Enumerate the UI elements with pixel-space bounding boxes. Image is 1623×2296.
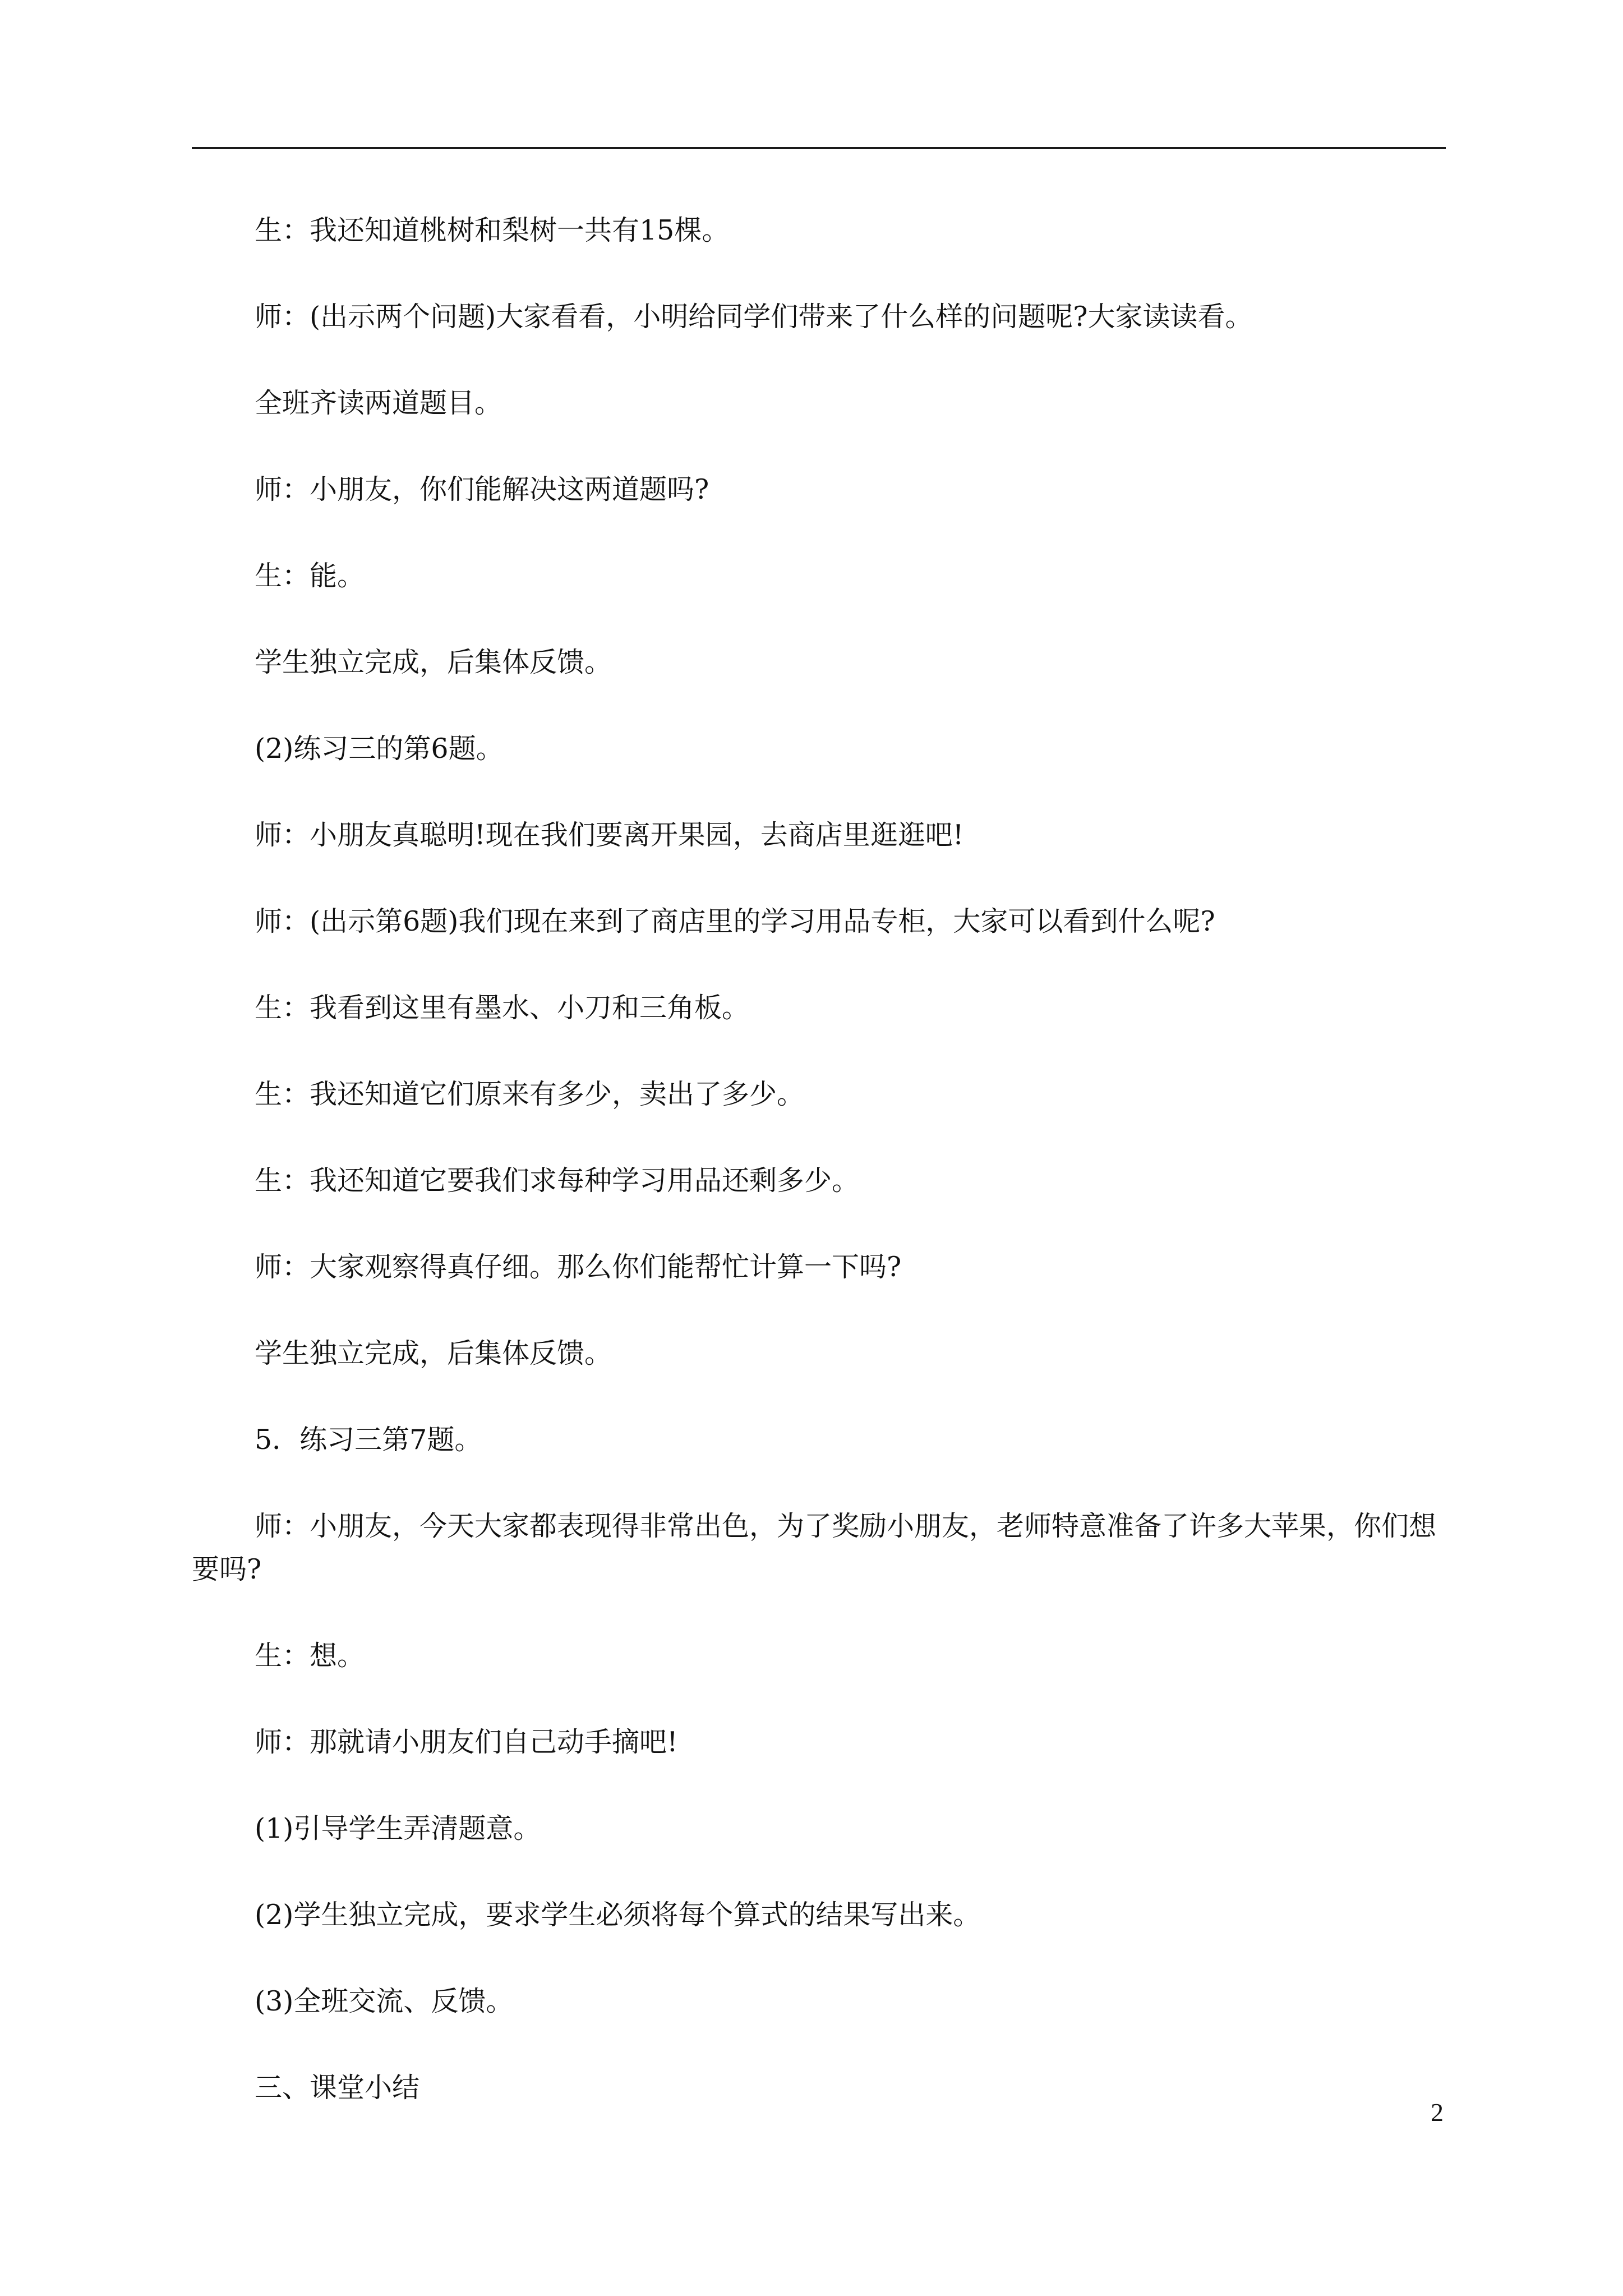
paragraph: 师：那就请小朋友们自己动手摘吧!	[255, 1726, 678, 1758]
paragraph: 生：我还知道桃树和梨树一共有15棵。	[255, 214, 730, 246]
document-body	[192, 209, 1446, 2152]
section-heading: 三、课堂小结	[255, 2072, 420, 2104]
paragraph: 生：我还知道它们原来有多少，卖出了多少。	[255, 1078, 805, 1110]
paragraph: 生：我看到这里有墨水、小刀和三角板。	[255, 992, 750, 1024]
paragraph: (3)全班交流、反馈。	[255, 1985, 514, 2017]
header-rule	[192, 147, 1446, 149]
paragraph: 5．练习三第7题。	[255, 1424, 482, 1456]
paragraph: (2)练习三的第6题。	[255, 733, 504, 765]
paragraph: (1)引导学生弄清题意。	[255, 1812, 541, 1844]
page-number: 2	[1431, 2098, 1444, 2127]
paragraph: 师：(出示两个问题)大家看看，小明给同学们带来了什么样的问题呢?大家读读看。	[255, 301, 1253, 333]
paragraph: 学生独立完成，后集体反馈。	[255, 646, 612, 678]
paragraph: (2)学生独立完成，要求学生必须将每个算式的结果写出来。	[255, 1899, 981, 1931]
paragraph: 全班齐读两道题目。	[255, 387, 502, 419]
paragraph: 生：想。	[255, 1640, 365, 1672]
paragraph: 师：小朋友，你们能解决这两道题吗?	[255, 473, 709, 505]
paragraph: 师：(出示第6题)我们现在来到了商店里的学习用品专柜，大家可以看到什么呢?	[255, 905, 1215, 937]
paragraph: 师：小朋友真聪明!现在我们要离开果园，去商店里逛逛吧!	[255, 819, 964, 851]
paragraph: 师：大家观察得真仔细。那么你们能帮忙计算一下吗?	[255, 1251, 902, 1283]
paragraph: 生：我还知道它要我们求每种学习用品还剩多少。	[255, 1165, 860, 1197]
paragraph: 生：能。	[255, 560, 365, 592]
paragraph: 学生独立完成，后集体反馈。	[255, 1337, 612, 1369]
paragraph: 师：小朋友，今天大家都表现得非常出色，为了奖励小朋友，老师特意准备了许多大苹果，你们想要吗?	[192, 1510, 1437, 1585]
